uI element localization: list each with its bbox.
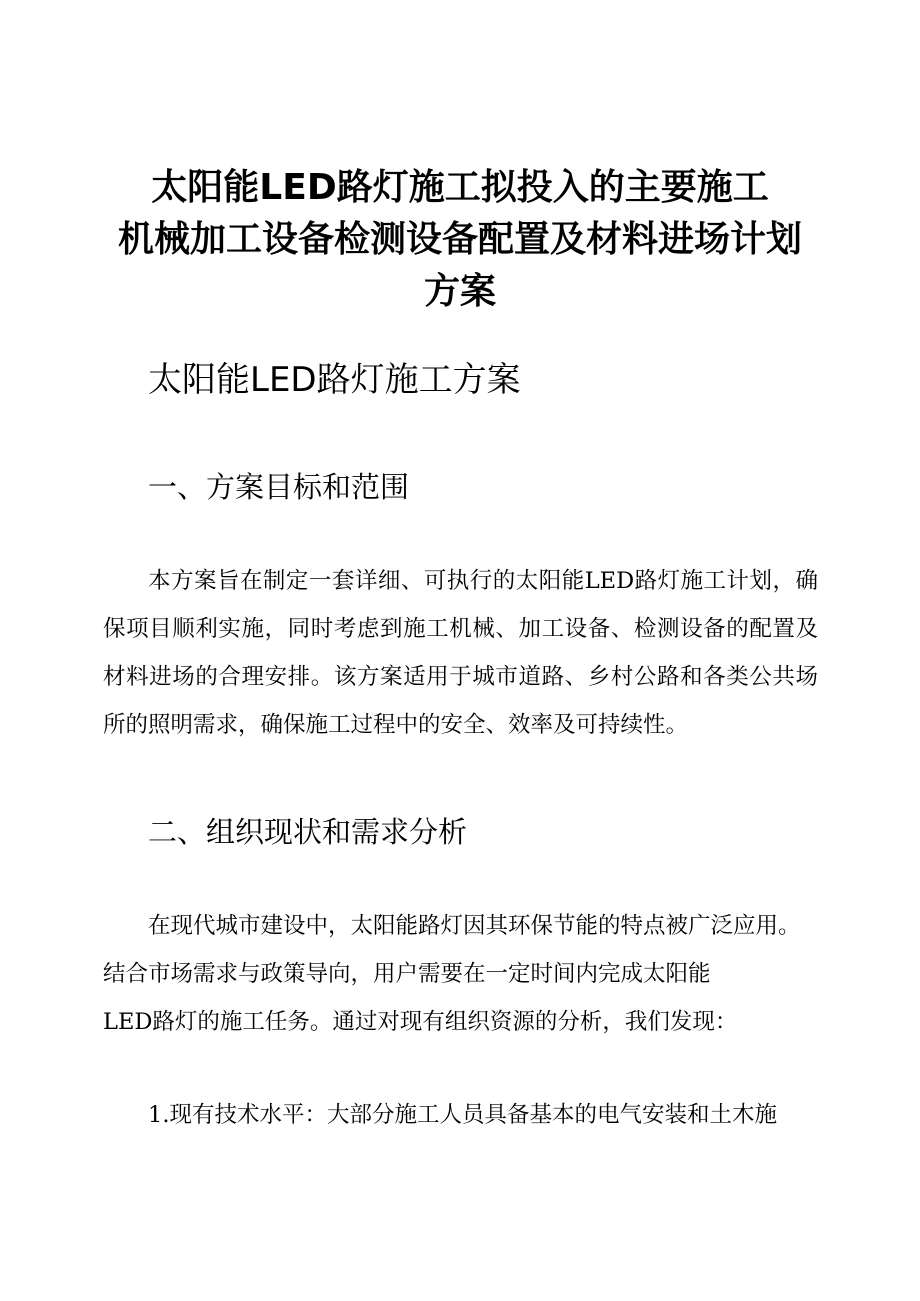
- document-title: [90, 162, 830, 318]
- section-2-paragraph-line-3: LED路灯的施工任务。通过对现有组织资源的分析，我们发现：: [103, 1009, 738, 1035]
- section-heading-2: 二、组织现状和需求分析: [148, 815, 468, 849]
- document-title-line-2: 机械加工设备检测设备配置及材料进场计划: [117, 219, 802, 260]
- section-2-paragraph-line-1: 在现代城市建设中，太阳能路灯因其环保节能的特点被广泛应用。: [148, 913, 801, 939]
- document-title-line-1: 太阳能LED路灯施工拟投入的主要施工: [151, 167, 769, 208]
- list-item-1: 1.现有技术水平：大部分施工人员具备基本的电气安装和土木施: [148, 1102, 777, 1128]
- section-2-paragraph-line-2: 结合市场需求与政策导向，用户需要在一定时间内完成太阳能: [103, 961, 711, 987]
- document-subtitle: 太阳能LED路灯施工方案: [148, 360, 521, 400]
- document-title-line-3: 方案: [423, 271, 496, 312]
- section-1-paragraph: 本方案旨在制定一套详细、可执行的太阳能LED路灯施工计划，确保项目顺利实施，同时考虑到施工机械、加工设备、检测设备的配置及材料进场的合理安排。该方案适用于城市道路、乡村公路和各类公共场所的照明需求，确保施工过程中的安全、效率及可持续性。: [103, 568, 818, 738]
- section-heading-1: 一、方案目标和范围: [148, 470, 410, 504]
